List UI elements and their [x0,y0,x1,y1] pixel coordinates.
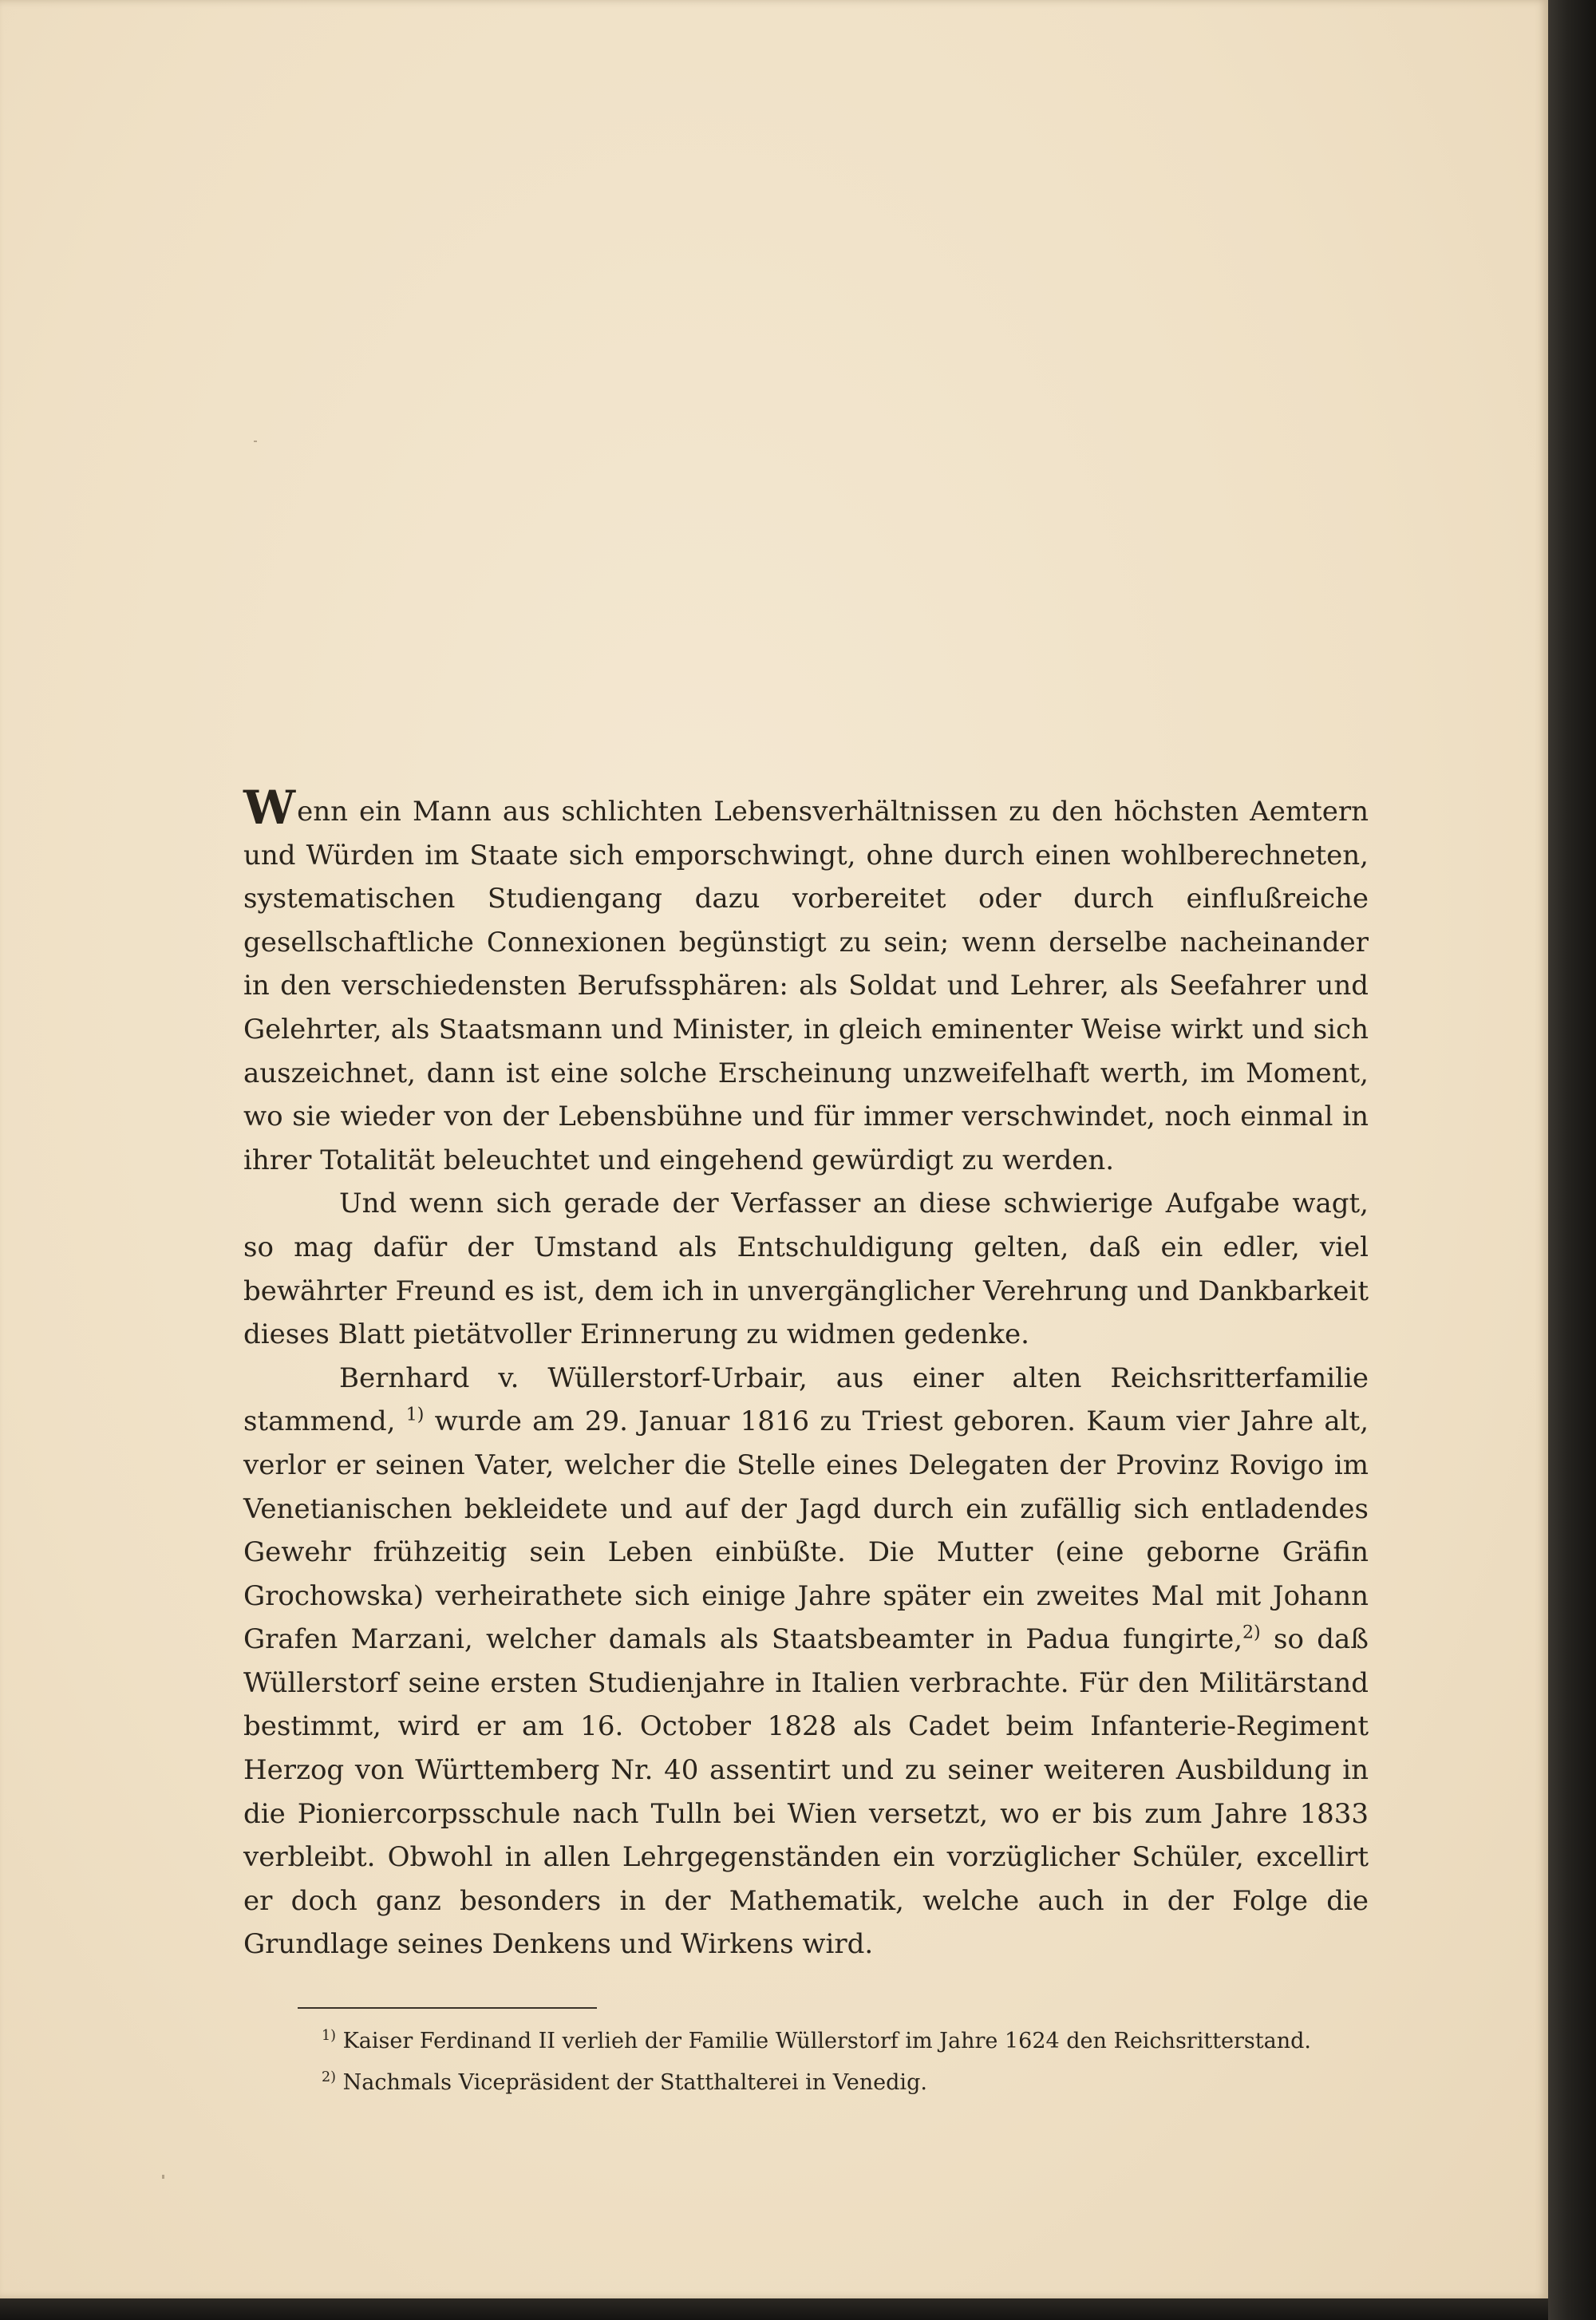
drop-initial: W [243,781,296,835]
footnote-2-marker: 2) [322,2069,336,2085]
footnote-ref-2: 2) [1242,1622,1261,1643]
book-spine-edge [1548,0,1596,2320]
paragraph-3-text-b: wurde am 29. Januar 1816 zu Triest geboren. Kaum vier Jahre alt, verlor er seinen Vater, welcher die Stelle eines Delegaten der Provinz Rovigo im Venetianischen bekleidete und auf der Jagd durch ein zufällig sich entladendes Gewehr frühzeitig sein Leben einbüßte. Die Mutter (eine geborne Gräfin Grochowska) verheirathete sich einige Jahre später ein zweites Mal mit Johann Grafen Marzani, welcher damals als Staatsbeamter in Padua fungirte, [243,1405,1369,1656]
footnote-1-text: Kaiser Ferdinand II verlieh der Familie Wüllerstorf im Jahre 1624 den Reichsritterstand. [342,2029,1311,2053]
paragraph-2 [243,1182,1369,1356]
footnotes-block [298,2023,1367,2106]
scan-bottom-edge [0,2298,1548,2320]
footnote-ref-1: 1) [405,1404,425,1425]
footnote-1 [298,2023,1367,2060]
paper-speck [254,441,257,442]
paragraph-3-text-a: Bernhard v. Wüllerstorf-Urbair, aus einer alten Reichsritterfamilie stammend, [243,1362,1369,1438]
paragraph-1 [243,781,1369,1182]
main-text-block [243,781,1369,1966]
paper-speck [162,2175,164,2179]
footnote-2-text: Nachmals Vicepräsident der Statthalterei in Venedig. [342,2070,927,2095]
footnote-2 [298,2065,1367,2101]
footnote-1-marker: 1) [322,2028,336,2044]
paragraph-1-text: enn ein Mann aus schlichten Lebensverhältnissen zu den höchsten Aemtern und Würden im Staate sich emporschwingt, ohne durch einen wohlberechneten, systematischen Studiengang dazu vorbereitet oder durch einflußreiche gesellschaftliche Connexionen begünstigt zu sein; wenn derselbe nacheinander in den verschiedensten Berufssphären: als Soldat und Lehrer, als Seefahrer und Gelehrter, als Staatsmann und Minister, in gleich eminenter Weise wirkt und sich auszeichnet, dann ist eine solche Erscheinung unzweifelhaft werth, im Moment, wo sie wieder von der Lebensbühne und für immer verschwindet, noch einmal in ihrer Totalität beleuchtet und eingehend gewürdigt zu werden. [243,796,1369,1176]
paragraph-3 [243,1357,1369,1966]
paragraph-3-text-c: so daß Wüllerstorf seine ersten Studienjahre in Italien verbrachte. Für den Militärstand bestimmt, wird er am 16. October 1828 als Cadet beim Infanterie-Regiment Herzog von Württemberg Nr. 40 assentirt und zu seiner weiteren Ausbildung in die Pioniercorpsschule nach Tulln bei Wien versetzt, wo er bis zum Jahre 1833 verbleibt. Obwohl in allen Lehrgegenständen ein vorzüglicher Schüler, excellirt er doch ganz besonders in der Mathematik, welche auch in der Folge die Grundlage seines Denkens und Wirkens wird. [243,1623,1369,1961]
paragraph-2-text: Und wenn sich gerade der Verfasser an diese schwierige Aufgabe wagt, so mag dafür der Umstand als Entschuldigung gelten, daß ein edler, viel bewährter Freund es ist, dem ich in unvergänglicher Verehrung und Dankbarkeit dieses Blatt pietätvoller Erinnerung zu widmen gedenke. [243,1188,1369,1351]
footnote-divider [298,2007,597,2009]
